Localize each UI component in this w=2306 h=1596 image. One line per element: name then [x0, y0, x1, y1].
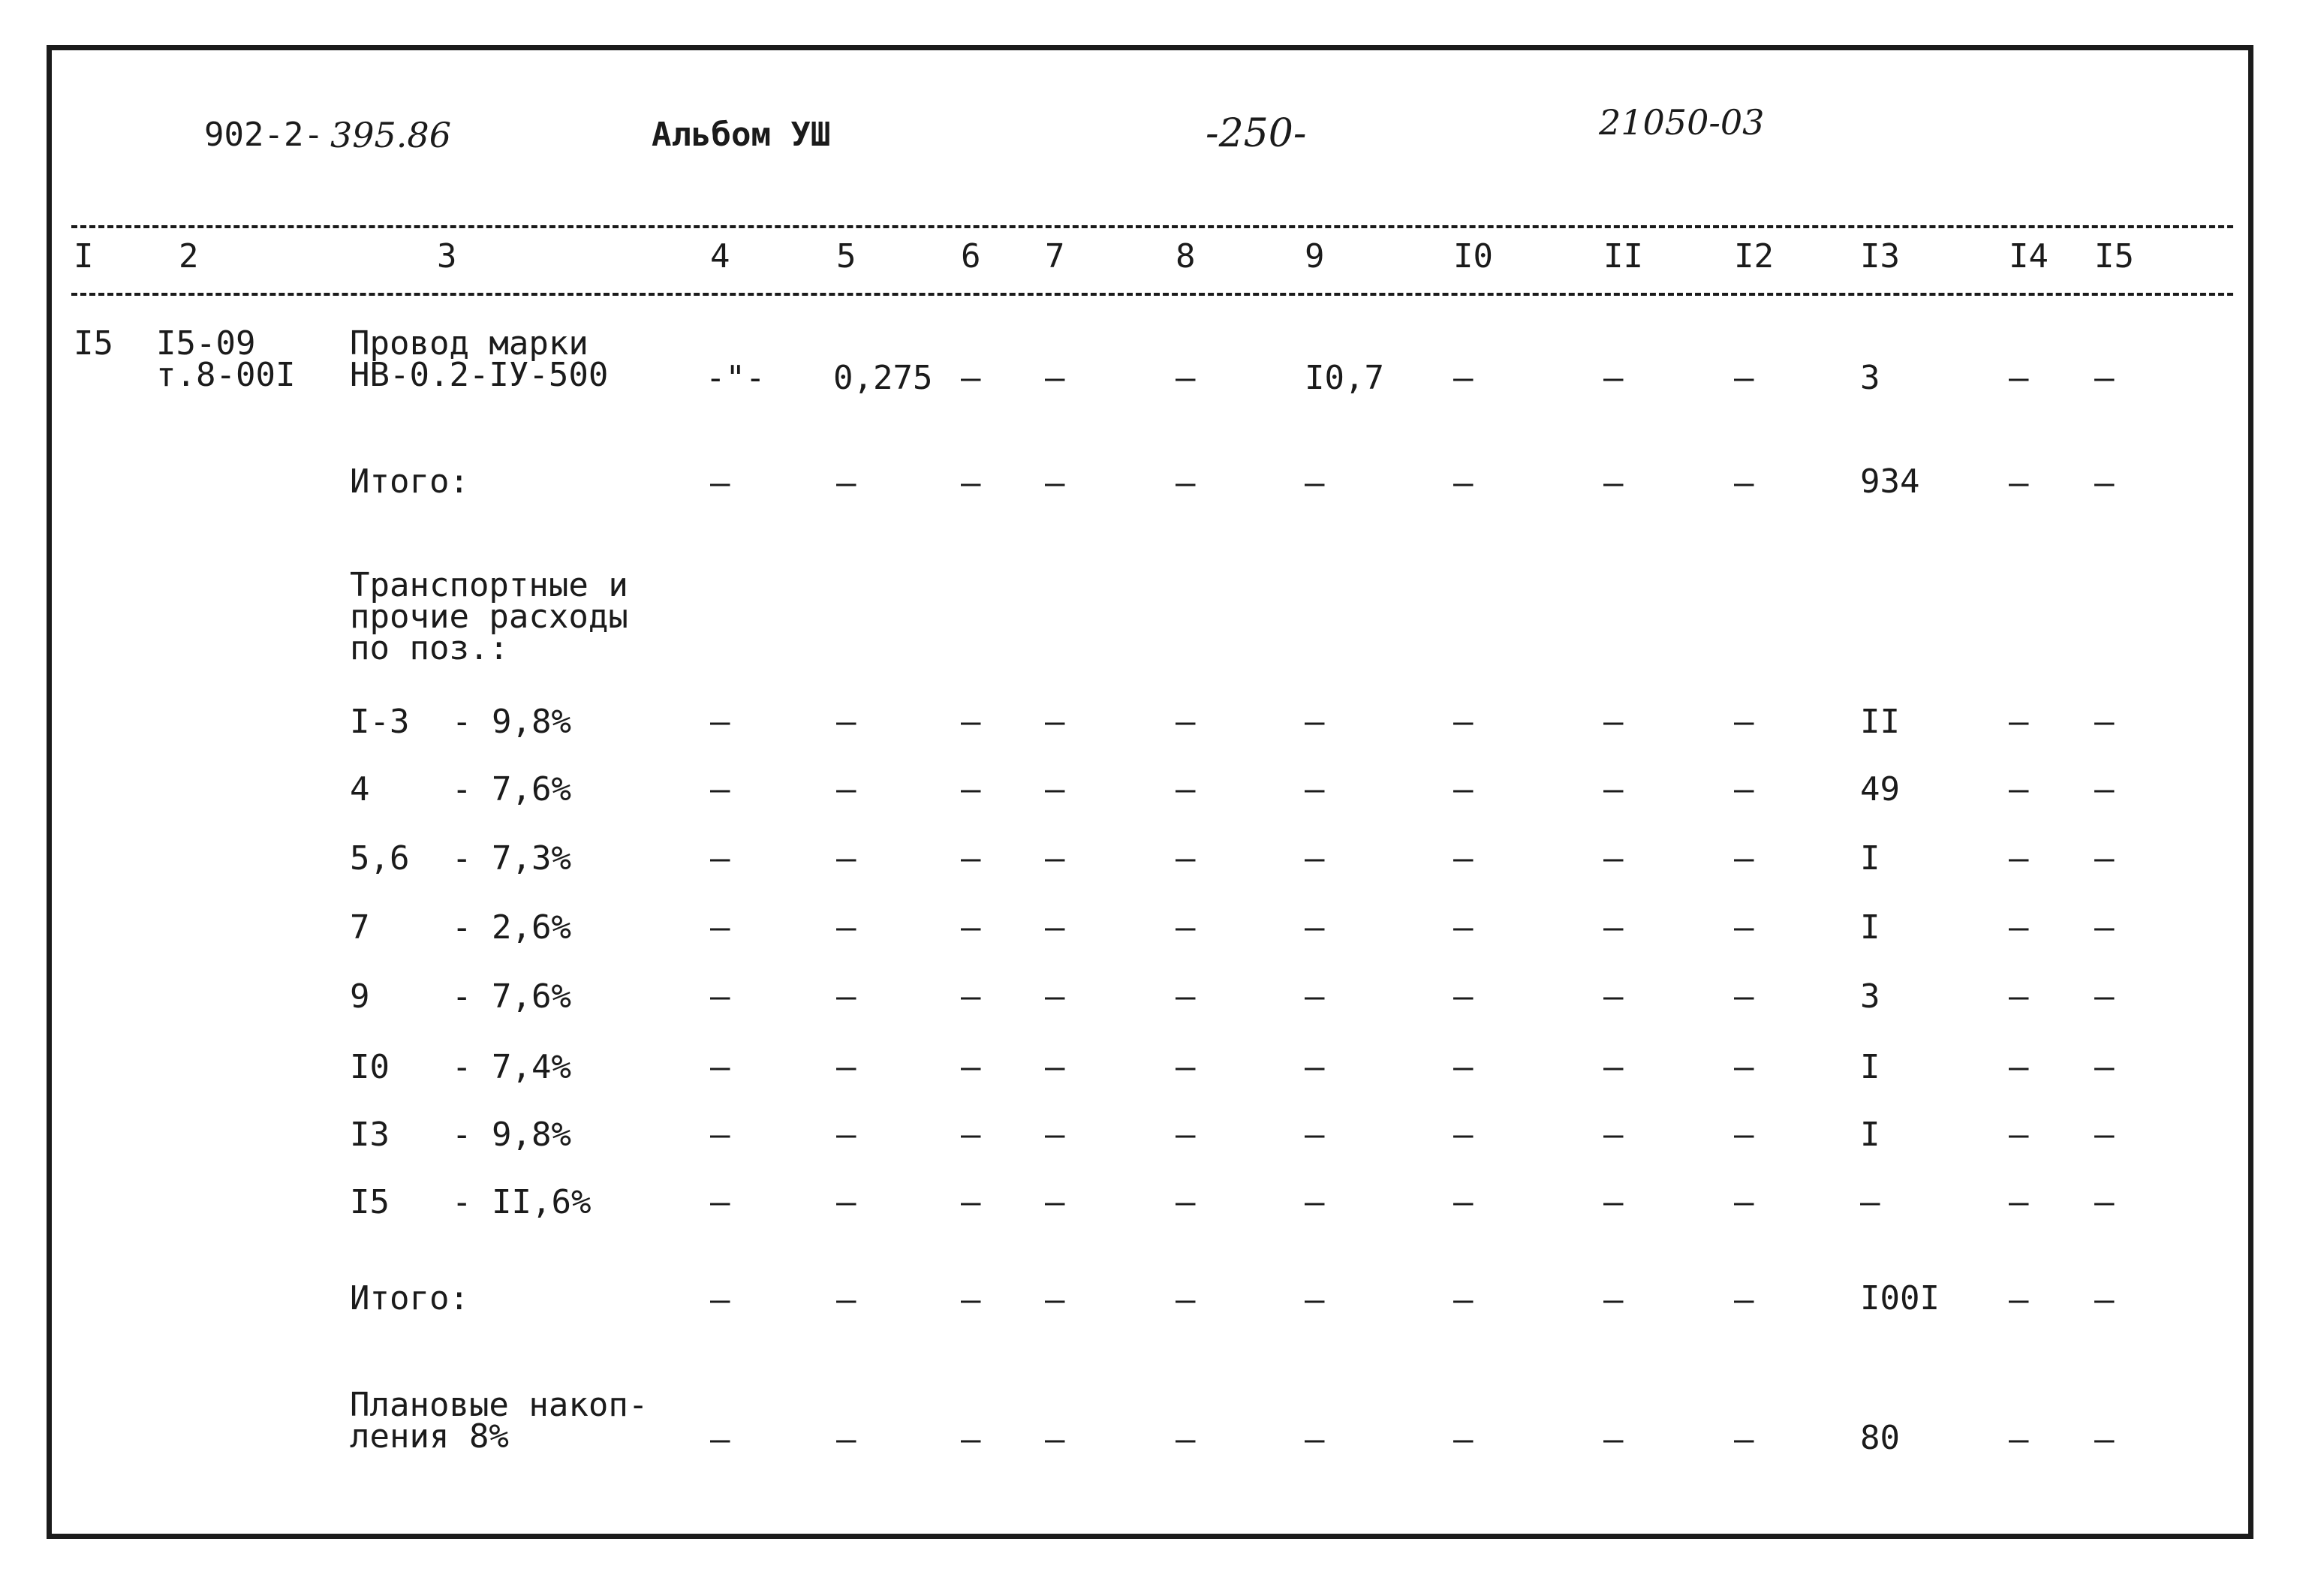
doc-number-prefix: 902-2- — [204, 116, 324, 154]
transport-row-percent: - 7,6% — [452, 977, 571, 1016]
total-dash: – — [1045, 1281, 1065, 1319]
transport-row-dash: – — [1176, 770, 1196, 809]
transport-row-position: I-3 — [350, 703, 410, 741]
total-dash: – — [2094, 1281, 2115, 1319]
transport-row-dash: – — [2009, 839, 2029, 878]
transport-row-dash: – — [1734, 1183, 1754, 1221]
planned-label-1: Плановые накоп- — [350, 1386, 649, 1424]
planned-label-2: ления 8% — [350, 1417, 509, 1456]
transport-row-dash: – — [1305, 839, 1325, 878]
transport-row-dash: – — [1045, 839, 1065, 878]
col-header-14: I4 — [2009, 237, 2049, 276]
transport-row-dash: – — [710, 908, 730, 947]
total-dash: – — [1603, 464, 1624, 502]
item-name-2: НВ-0.2-IУ-500 — [350, 356, 609, 394]
transport-row-dash: – — [2094, 1048, 2115, 1086]
transport-row-dash: – — [1045, 908, 1065, 947]
item-col9: I0,7 — [1305, 359, 1384, 397]
transport-row-percent: - 7,6% — [452, 770, 571, 809]
transport-row-position: I3 — [350, 1116, 390, 1154]
item-reference-1: I5-09 — [156, 324, 256, 363]
transport-row-dash: – — [836, 1048, 856, 1086]
transport-row-col13: I — [1860, 1048, 1880, 1086]
total-label: Итого: — [350, 1279, 469, 1317]
planned-dash: – — [1305, 1420, 1325, 1459]
col-header-15: I5 — [2094, 237, 2134, 276]
transport-row-dash: – — [2094, 770, 2115, 809]
transport-row-dash: – — [1045, 977, 1065, 1016]
album-label: Альбом УШ — [652, 116, 831, 154]
item-position: I5 — [74, 324, 113, 363]
col-header-4: 4 — [710, 237, 730, 276]
planned-dash: – — [1176, 1420, 1196, 1459]
transport-row-dash: – — [2094, 1116, 2115, 1154]
transport-row-dash: – — [961, 1183, 981, 1221]
col-header-1: I — [74, 237, 94, 276]
col-header-8: 8 — [1176, 237, 1196, 276]
transport-row-dash: – — [961, 770, 981, 809]
item-col5: 0,275 — [833, 359, 933, 397]
item-reference-2: т.8-00I — [156, 356, 296, 394]
transport-row-dash: – — [1603, 1116, 1624, 1154]
transport-row-dash: – — [836, 977, 856, 1016]
transport-row-dash: – — [710, 1116, 730, 1154]
total-dash: – — [1305, 464, 1325, 502]
transport-row-position: 5,6 — [350, 839, 410, 878]
transport-heading-1: Транспортные и — [350, 566, 628, 604]
total-dash: – — [1734, 464, 1754, 502]
total-dash: – — [2009, 464, 2029, 502]
transport-row-dash: – — [961, 908, 981, 947]
total-dash: – — [961, 464, 981, 502]
transport-row-dash: – — [1603, 1183, 1624, 1221]
planned-dash: – — [1453, 1420, 1474, 1459]
transport-row-dash: – — [961, 1116, 981, 1154]
col-header-13: I3 — [1860, 237, 1900, 276]
total-dash: – — [1176, 1281, 1196, 1319]
total-dash: – — [710, 464, 730, 502]
transport-row-dash: – — [1305, 1048, 1325, 1086]
transport-row-col13: I — [1860, 1116, 1880, 1154]
transport-row-dash: – — [1305, 770, 1325, 809]
total-dash: – — [1453, 464, 1474, 502]
item-col14: – — [2009, 359, 2029, 397]
total-dash: – — [836, 464, 856, 502]
planned-dash: – — [1603, 1420, 1624, 1459]
item-col7: – — [1045, 359, 1065, 397]
total-dash: – — [2009, 1281, 2029, 1319]
total-value: I00I — [1860, 1279, 1940, 1317]
transport-row-dash: – — [1045, 703, 1065, 741]
total-dash: – — [1045, 464, 1065, 502]
transport-row-dash: – — [836, 1116, 856, 1154]
transport-row-dash: – — [1453, 703, 1474, 741]
transport-row-dash: – — [1045, 1048, 1065, 1086]
transport-row-dash: – — [836, 908, 856, 947]
planned-dash: – — [2009, 1420, 2029, 1459]
transport-row-dash: – — [1453, 1048, 1474, 1086]
transport-row-dash: – — [2009, 1048, 2029, 1086]
doc-number-handwritten: 395.86 — [330, 115, 451, 155]
transport-row-dash: – — [1453, 770, 1474, 809]
planned-dash: – — [1734, 1420, 1754, 1459]
transport-row-dash: – — [1305, 908, 1325, 947]
transport-row-position: I0 — [350, 1048, 390, 1086]
transport-row-dash: – — [961, 1048, 981, 1086]
planned-dash: – — [2094, 1420, 2115, 1459]
transport-row-dash: – — [2009, 703, 2029, 741]
item-col11: – — [1603, 359, 1624, 397]
transport-row-dash: – — [1734, 703, 1754, 741]
transport-row-dash: – — [1305, 703, 1325, 741]
transport-row-dash: – — [1603, 839, 1624, 878]
transport-row-dash: – — [1453, 1116, 1474, 1154]
transport-row-dash: – — [710, 1048, 730, 1086]
transport-row-dash: – — [1176, 1116, 1196, 1154]
transport-row-col13: – — [1860, 1183, 1880, 1221]
transport-row-dash: – — [1176, 1048, 1196, 1086]
transport-row-dash: – — [961, 977, 981, 1016]
transport-row-dash: – — [1305, 1116, 1325, 1154]
transport-row-col13: II — [1860, 703, 1900, 741]
transport-row-dash: – — [1045, 770, 1065, 809]
total-dash: – — [1305, 1281, 1325, 1319]
transport-row-dash: – — [836, 770, 856, 809]
planned-dash: – — [1045, 1420, 1065, 1459]
item-col10: – — [1453, 359, 1474, 397]
transport-row-position: 7 — [350, 908, 370, 947]
total-dash: – — [1603, 1281, 1624, 1319]
transport-row-dash: – — [710, 703, 730, 741]
transport-row-position: 9 — [350, 977, 370, 1016]
transport-row-dash: – — [1305, 977, 1325, 1016]
transport-row-dash: – — [1734, 1048, 1754, 1086]
transport-row-dash: – — [1734, 908, 1754, 947]
col-header-12: I2 — [1734, 237, 1774, 276]
transport-row-dash: – — [1603, 703, 1624, 741]
total-label: Итого: — [350, 462, 469, 501]
transport-row-percent: - 2,6% — [452, 908, 571, 947]
transport-heading-2: прочие расходы — [350, 598, 628, 636]
transport-row-col13: I — [1860, 839, 1880, 878]
col-header-3: 3 — [437, 237, 457, 276]
total-dash: – — [1734, 1281, 1754, 1319]
total-dash: – — [710, 1281, 730, 1319]
item-col13: 3 — [1860, 359, 1880, 397]
header-bottom-rule — [71, 293, 2233, 296]
transport-row-dash: – — [961, 703, 981, 741]
transport-row-percent: - 7,3% — [452, 839, 571, 878]
transport-row-percent: - 7,4% — [452, 1048, 571, 1086]
item-col12: – — [1734, 359, 1754, 397]
transport-row-dash: – — [2094, 839, 2115, 878]
item-unit: -"- — [706, 359, 766, 397]
transport-row-dash: – — [1176, 703, 1196, 741]
item-name-1: Провод марки — [350, 324, 589, 363]
col-header-10: I0 — [1453, 237, 1493, 276]
transport-row-dash: – — [1176, 908, 1196, 947]
item-col15: – — [2094, 359, 2115, 397]
col-header-11: II — [1603, 237, 1643, 276]
planned-dash: – — [836, 1420, 856, 1459]
transport-row-dash: – — [710, 770, 730, 809]
transport-row-dash: – — [2094, 977, 2115, 1016]
total-dash: – — [2094, 464, 2115, 502]
transport-row-dash: – — [1045, 1116, 1065, 1154]
transport-row-dash: – — [1734, 770, 1754, 809]
transport-row-percent: - 9,8% — [452, 1116, 571, 1154]
transport-row-percent: - 9,8% — [452, 703, 571, 741]
transport-heading-3: по поз.: — [350, 629, 509, 667]
col-header-9: 9 — [1305, 237, 1325, 276]
transport-row-dash: – — [1603, 1048, 1624, 1086]
transport-row-dash: – — [1453, 1183, 1474, 1221]
header-top-rule — [71, 225, 2233, 228]
page-number: -250- — [1206, 111, 1307, 156]
transport-row-dash: – — [2009, 770, 2029, 809]
transport-row-dash: – — [1603, 908, 1624, 947]
transport-row-dash: – — [2094, 908, 2115, 947]
transport-row-dash: – — [1734, 839, 1754, 878]
transport-row-dash: – — [1603, 977, 1624, 1016]
transport-row-col13: I — [1860, 908, 1880, 947]
transport-row-dash: – — [2094, 703, 2115, 741]
transport-row-dash: – — [1045, 1183, 1065, 1221]
transport-row-dash: – — [2009, 1116, 2029, 1154]
transport-row-dash: – — [1176, 1183, 1196, 1221]
transport-row-dash: – — [1176, 839, 1196, 878]
transport-row-dash: – — [2009, 908, 2029, 947]
transport-row-dash: – — [1453, 977, 1474, 1016]
transport-row-dash: – — [1453, 839, 1474, 878]
transport-row-dash: – — [836, 1183, 856, 1221]
transport-row-dash: – — [710, 977, 730, 1016]
transport-row-dash: – — [1603, 770, 1624, 809]
col-header-7: 7 — [1045, 237, 1065, 276]
col-header-6: 6 — [961, 237, 981, 276]
transport-row-dash: – — [1176, 977, 1196, 1016]
transport-row-dash: – — [2094, 1183, 2115, 1221]
transport-row-dash: – — [1453, 908, 1474, 947]
transport-row-dash: – — [961, 839, 981, 878]
transport-row-dash: – — [710, 839, 730, 878]
col-header-5: 5 — [836, 237, 856, 276]
transport-row-dash: – — [1734, 977, 1754, 1016]
transport-row-dash: – — [710, 1183, 730, 1221]
total-value: 934 — [1860, 462, 1920, 501]
planned-value: 80 — [1860, 1419, 1900, 1457]
transport-row-dash: – — [836, 703, 856, 741]
col-header-2: 2 — [179, 237, 199, 276]
total-dash: – — [1453, 1281, 1474, 1319]
transport-row-col13: 3 — [1860, 977, 1880, 1016]
item-col8: – — [1176, 359, 1196, 397]
transport-row-dash: – — [2009, 977, 2029, 1016]
transport-row-position: I5 — [350, 1183, 390, 1221]
planned-dash: – — [961, 1420, 981, 1459]
total-dash: – — [1176, 464, 1196, 502]
document-code: 21050-03 — [1599, 102, 1765, 143]
transport-row-position: 4 — [350, 770, 370, 809]
total-dash: – — [836, 1281, 856, 1319]
transport-row-dash: – — [2009, 1183, 2029, 1221]
item-col6: – — [961, 359, 981, 397]
transport-row-dash: – — [1305, 1183, 1325, 1221]
total-dash: – — [961, 1281, 981, 1319]
planned-dash: – — [710, 1420, 730, 1459]
transport-row-dash: – — [1734, 1116, 1754, 1154]
transport-row-dash: – — [836, 839, 856, 878]
transport-row-percent: - II,6% — [452, 1183, 592, 1221]
transport-row-col13: 49 — [1860, 770, 1900, 809]
